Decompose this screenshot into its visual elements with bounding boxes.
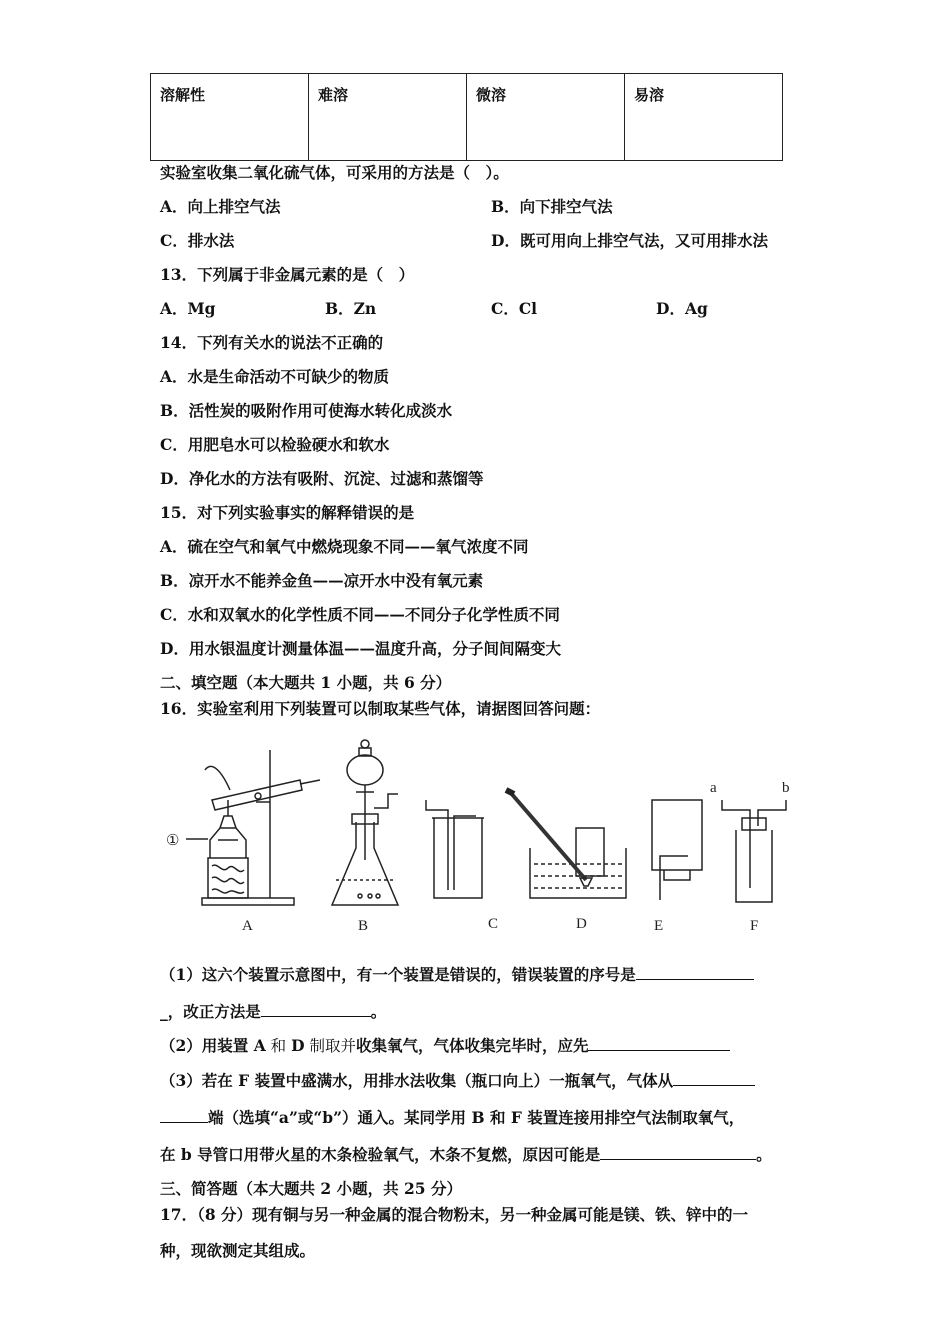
q17-line2: 种，现欲测定其组成。 bbox=[160, 1241, 316, 1260]
q13-option-a: A．Mg bbox=[160, 299, 216, 318]
q12-stem: 实验室收集二氧化硫气体，可采用的方法是（ ）。 bbox=[160, 163, 509, 182]
answer-blank[interactable] bbox=[588, 1036, 730, 1051]
label-a: A bbox=[242, 918, 253, 934]
q14-option-c: C．用肥皂水可以检验硬水和软水 bbox=[160, 435, 390, 454]
q16-part1-text-b: _，改正方法是 bbox=[160, 1002, 261, 1021]
q15-stem: 15．对下列实验事实的解释错误的是 bbox=[160, 503, 415, 522]
table-cell: 溶解性 bbox=[151, 74, 309, 161]
answer-blank[interactable] bbox=[261, 1002, 371, 1017]
q16-part2-a: A bbox=[253, 1036, 266, 1055]
q16-part2-d: D bbox=[291, 1036, 305, 1055]
q16-part3-text-b: 端（选填“a”或“b”）通入。某同学用 B 和 F 装置连接用排空气法制取氧气， bbox=[208, 1108, 745, 1127]
answer-blank[interactable] bbox=[673, 1071, 755, 1086]
section2-heading: 二、填空题（本大题共 1 小题，共 6 分） bbox=[160, 673, 452, 692]
label-d: D bbox=[576, 916, 587, 932]
q16-part3-text-c: 在 b 导管口用带火星的木条检验氧气，木条不复燃，原因可能是 bbox=[160, 1145, 601, 1164]
apparatus-b bbox=[332, 740, 398, 905]
q13-option-b: B．Zn bbox=[325, 299, 377, 318]
q15-option-a: A．硫在空气和氧气中燃烧现象不同——氧气浓度不同 bbox=[160, 537, 529, 556]
q14-option-d: D．净化水的方法有吸附、沉淀、过滤和蒸馏等 bbox=[160, 469, 484, 488]
q12-option-d: D．既可用向上排空气法，又可用排水法 bbox=[491, 231, 768, 250]
table-row bbox=[151, 74, 783, 161]
q16-part1-text-a: （1）这六个装置示意图中，有一个装置是错误的，错误装置的序号是 bbox=[160, 965, 636, 984]
apparatus-d bbox=[506, 790, 626, 898]
apparatus-a bbox=[186, 750, 320, 905]
q16-part3-line1 bbox=[160, 1071, 755, 1091]
q15-option-b: B．凉开水不能养金鱼——凉开水中没有氧元素 bbox=[160, 571, 484, 590]
q16-part3-text-a: （3）若在 F 装置中盛满水，用排水法收集（瓶口向上）一瓶氧气，气体从 bbox=[160, 1071, 674, 1090]
q15-option-d: D．用水银温度计测量体温——温度升高，分子间间隔变大 bbox=[160, 639, 561, 658]
q12-option-a: A．向上排空气法 bbox=[160, 197, 281, 216]
q16-part1-end: 。 bbox=[370, 1002, 387, 1021]
q14-option-a: A．水是生命活动不可缺少的物质 bbox=[160, 367, 390, 386]
q16-part1-line1 bbox=[160, 965, 754, 985]
q16-part2-line bbox=[160, 1036, 730, 1056]
q13-option-d: D．Ag bbox=[656, 299, 708, 318]
apparatus-figure bbox=[160, 730, 810, 940]
q16-part3-line3 bbox=[160, 1145, 772, 1165]
port-b-label: b bbox=[782, 780, 790, 796]
q16-part3-line2 bbox=[160, 1108, 744, 1128]
label-f: F bbox=[750, 918, 759, 934]
q12-option-b: B．向下排空气法 bbox=[491, 197, 613, 216]
answer-blank[interactable] bbox=[160, 1108, 208, 1123]
table-cell: 难溶 bbox=[309, 74, 467, 161]
q17-line1: 17．（8 分）现有铜与另一种金属的混合物粉末，另一种金属可能是镁、铁、锌中的一 bbox=[160, 1205, 749, 1224]
q14-stem: 14．下列有关水的说法不正确的 bbox=[160, 333, 384, 352]
apparatus-e bbox=[652, 800, 702, 900]
solubility-table bbox=[150, 73, 783, 161]
label-b: B bbox=[358, 918, 369, 934]
apparatus-c bbox=[426, 800, 484, 898]
section3-heading: 三、简答题（本大题共 2 小题，共 25 分） bbox=[160, 1179, 462, 1198]
table-cell: 易溶 bbox=[625, 74, 783, 161]
q14-option-b: B．活性炭的吸附作用可使海水转化成淡水 bbox=[160, 401, 453, 420]
port-a-label: a bbox=[710, 780, 717, 796]
q16-stem: 16．实验室利用下列装置可以制取某些气体，请据图回答问题： bbox=[160, 699, 601, 718]
label-c: C bbox=[488, 916, 499, 932]
marker-1: ① bbox=[166, 833, 180, 849]
label-e: E bbox=[654, 918, 664, 934]
q16-part2-text-a: （2）用装置 bbox=[160, 1036, 254, 1055]
q13-option-c: C．Cl bbox=[491, 299, 538, 318]
q16-part2-and: 和 bbox=[265, 1037, 292, 1055]
q16-part3-end: 。 bbox=[756, 1145, 772, 1164]
q13-stem: 13．下列属于非金属元素的是（ ） bbox=[160, 265, 415, 284]
q16-part2-mid: 制取并 bbox=[304, 1037, 356, 1055]
q15-option-c: C．水和双氧水的化学性质不同——不同分子化学性质不同 bbox=[160, 605, 560, 624]
table-cell: 微溶 bbox=[467, 74, 625, 161]
q16-part1-line2 bbox=[160, 1002, 386, 1022]
answer-blank[interactable] bbox=[636, 965, 754, 980]
answer-blank[interactable] bbox=[600, 1145, 756, 1160]
q12-option-c: C．排水法 bbox=[160, 231, 235, 250]
q16-part2-text-b: 收集氧气，气体收集完毕时，应先 bbox=[355, 1036, 589, 1055]
apparatus-f bbox=[722, 800, 786, 902]
